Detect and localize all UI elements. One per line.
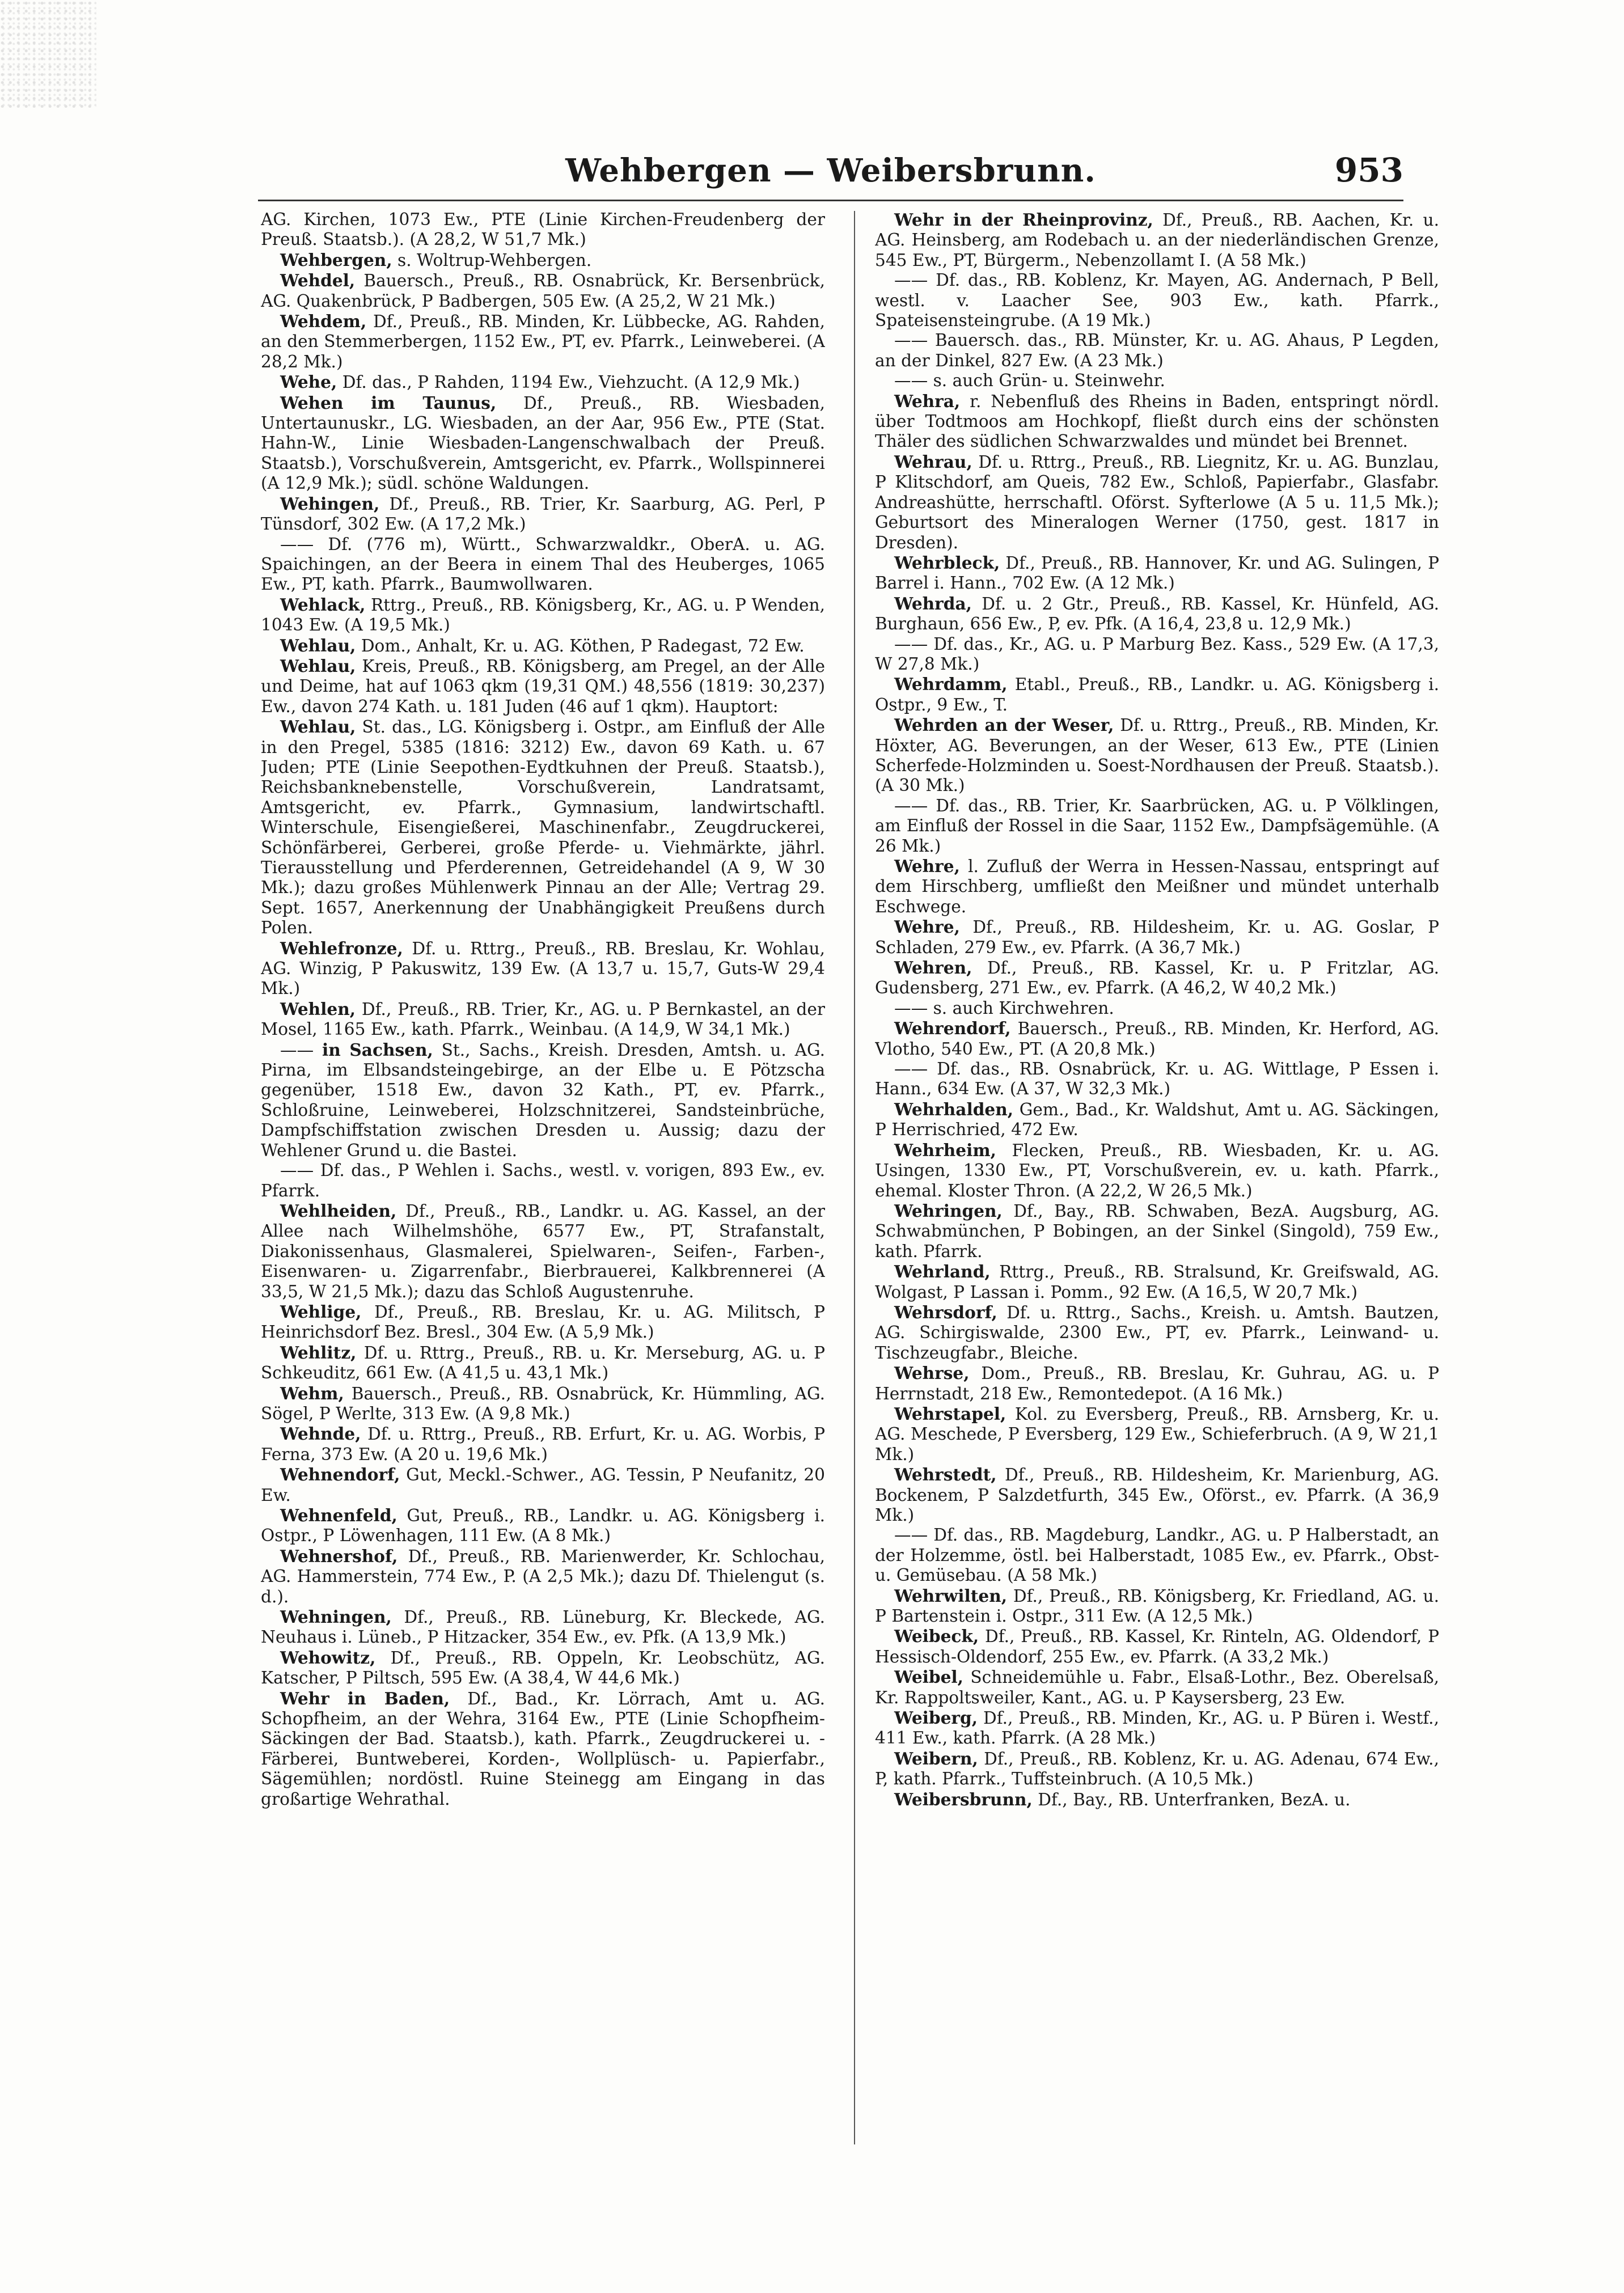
entry-text: Df. das., RB. Trier, Kr. Saarbrücken, AG. u. P Völklingen, am Einfluß der Rossel in die Saar, 1152 Ew., Dampfsägemühle. (A 26 Mk.)	[875, 796, 1439, 856]
entry-text: Df. (776 m), Württ., Schwarzwaldkr., OberA. u. AG. Spaichingen, an der Beera in einem Thal des Heuberges, 1065 Ew., PT, kath. Pfarrk., Baumwollwaren.	[261, 534, 825, 594]
entry-headword: Wehdem,	[280, 311, 367, 332]
entry-text: r. Nebenfluß des Rheins in Baden, entspringt nördl. über Todtmoos am Hochkopf, fließt durch eins der schönsten Thäler des südlichen Schwarzwaldes und mündet bei Brennet.	[875, 391, 1439, 451]
entry-text: Df., Preuß., RB. Trier, Kr. Saarburg, AG. Perl, P Tünsdorf, 302 Ew. (A 17,2 Mk.)	[261, 494, 825, 534]
entry-headword: Wehra,	[894, 391, 961, 411]
entry-headword: Weibern,	[894, 1748, 978, 1769]
entry-text: Df. u. 2 Gtr., Preuß., RB. Kassel, Kr. Hünfeld, AG. Burghaun, 656 Ew., P, ev. Pfk. (A 16,4, 23,8 u. 12,9 Mk.)	[875, 594, 1439, 634]
gazetteer-entry	[875, 391, 1439, 452]
gazetteer-entry	[875, 1749, 1439, 1789]
gazetteer-entry	[875, 715, 1439, 796]
gazetteer-entry	[875, 1708, 1439, 1749]
entry-headword: Wehringen,	[894, 1200, 1003, 1221]
entry-text: Df. u. Rttrg., Sachs., Kreish. u. Amtsh. Bautzen, AG. Schirgiswalde, 2300 Ew., PT, ev. Pfarrk., Leinwand- u. Tischzeugfabr., Bleiche.	[875, 1302, 1439, 1363]
gazetteer-entry	[875, 553, 1439, 594]
entry-text: s. auch Kirchwehren.	[933, 998, 1114, 1018]
entry-text: Df. das., Kr., AG. u. P Marburg Bez. Kass., 529 Ew. (A 17,3, W 27,8 Mk.)	[875, 634, 1439, 674]
entry-headword: Wehrbleck,	[894, 552, 1000, 573]
entry-headword: Wehrstapel,	[894, 1403, 1006, 1424]
entry-text: Bauersch., Preuß., RB. Osnabrück, Kr. Bersenbrück, AG. Quakenbrück, P Badbergen, 505 Ew. (A 25,2, W 21 Mk.)	[261, 271, 825, 311]
entry-headword: Wehrau,	[894, 451, 972, 472]
running-title: Wehbergen — Weibersbrunn.	[565, 152, 1096, 189]
entry-text: Rttrg., Preuß., RB. Königsberg, Kr., AG. u. P Wenden, 1043 Ew. (A 19,5 Mk.)	[261, 595, 825, 635]
entry-headword: Wehningen,	[280, 1607, 392, 1627]
entry-text: Gut, Meckl.-Schwer., AG. Tessin, P Neufanitz, 20 Ew.	[261, 1465, 825, 1505]
gazetteer-entry	[261, 1648, 825, 1689]
entry-headword: Wehr in Baden,	[280, 1688, 450, 1708]
entry-text: Rttrg., Preuß., RB. Stralsund, Kr. Greifswald, AG. Wolgast, P Lassan i. Pomm., 92 Ew. (A 16,5, W 20,7 Mk.)	[875, 1262, 1439, 1302]
repeat-dash: ——	[894, 371, 933, 391]
gazetteer-entry	[875, 1059, 1439, 1099]
gazetteer-entry	[875, 999, 1439, 1018]
entry-headword: Wehrwilten,	[894, 1585, 1008, 1606]
entry-headword: Wehlau,	[280, 717, 356, 737]
entry-headword: Wehingen,	[280, 493, 380, 514]
gazetteer-entry	[261, 1505, 825, 1546]
entry-text: s. auch Grün- u. Steinwehr.	[933, 371, 1165, 391]
entry-text: Df. das., P Rahden, 1194 Ew., Viehzucht. (A 12,9 Mk.)	[337, 373, 800, 392]
gazetteer-entry	[261, 1384, 825, 1424]
gazetteer-entry	[261, 717, 825, 938]
entry-headword: Wehowitz,	[280, 1647, 376, 1668]
entry-text: Kol. zu Eversberg, Preuß., RB. Arnsberg, Kr. u. AG. Meschede, P Eversberg, 129 Ew., Schieferbruch. (A 9, W 21,1 Mk.)	[875, 1404, 1439, 1464]
repeat-dash: ——	[894, 331, 935, 350]
entry-text: Schneidemühle u. Fabr., Elsaß-Lothr., Bez. Oberelsaß, Kr. Rappoltsweiler, Kant., AG. u. P Kaysersberg, 23 Ew.	[875, 1668, 1439, 1707]
gazetteer-entry	[261, 1465, 825, 1505]
entry-headword: Wehm,	[280, 1383, 344, 1403]
repeat-dash: ——	[894, 998, 933, 1018]
gazetteer-entry	[875, 1099, 1439, 1140]
entry-text: Df., Preuß., RB. Minden, Kr. Lübbecke, AG. Rahden, an den Stemmerbergen, 1152 Ew., PT, ev. Pfarrk., Leinweberei. (A 28,2 Mk.)	[261, 312, 825, 371]
gazetteer-entry	[261, 656, 825, 717]
column-divider	[854, 211, 855, 2144]
page-header	[258, 152, 1403, 197]
entry-headword: Wehlau,	[280, 635, 356, 655]
entry-text: Df., Preuß., RB. Koblenz, Kr. u. AG. Adenau, 674 Ew., P, kath. Pfarrk., Tuffsteinbruch. (A 10,5 Mk.)	[875, 1749, 1439, 1789]
entry-text: Df., Bay., RB. Unterfranken, BezA. u.	[1032, 1789, 1351, 1809]
gazetteer-entry	[875, 594, 1439, 634]
entry-text: Df., Preuß., RB. Minden, Kr., AG. u. P Büren i. Westf., 411 Ew., kath. Pfarrk. (A 28 Mk.)	[875, 1708, 1439, 1748]
entry-text: Df., Preuß., RB., Landkr. u. AG. Kassel, an der Allee nach Wilhelmshöhe, 6577 Ew., PT, Strafanstalt, Diakonissenhaus, Glasmalerei, Spielwaren-, Seifen-, Farben-, Eisenwaren- u. Zigarrenfabr., Bierbrauerei, Kalkbrennerei (A 33,5, W 21,5 Mk.); dazu das Schloß Augustenruhe.	[261, 1201, 825, 1301]
header-rule	[258, 200, 1403, 201]
gazetteer-entry	[875, 1201, 1439, 1262]
gazetteer-entry	[875, 1140, 1439, 1201]
entry-text: Df., Bay., RB. Schwaben, BezA. Augsburg, AG. Schwabmünchen, P Bobingen, an der Sinkel (Singold), 759 Ew., kath. Pfarrk.	[875, 1201, 1439, 1261]
entry-text: s. Woltrup-Wehbergen.	[392, 250, 592, 270]
entry-headword: Weibel,	[894, 1667, 963, 1687]
gazetteer-entry	[875, 1586, 1439, 1627]
gazetteer-entry	[261, 210, 825, 250]
gazetteer-entry	[261, 311, 825, 372]
entry-text: Df., Preuß., RB. Kassel, Kr. Rinteln, AG. Oldendorf, P Hessisch-Oldendorf, 255 Ew., ev. Pfarrk. (A 33,2 Mk.)	[875, 1627, 1439, 1666]
entry-text: St. das., LG. Königsberg i. Ostpr., am Einfluß der Alle in den Pregel, 5385 (1816: 3212) Ew., davon 69 Kath. u. 67 Juden; PTE (Linie Seepothen-Eydtkuhnen der Preuß. Staatsb.), Reichsbanknebenstelle, Vorschußverein, Landratsamt, Amtsgericht, ev. Pfarrk., Gymnasium, landwirtschaftl. Winterschule, Eisengießerei, Maschinenfabr., Zeugdruckerei, Schönfärberei, Gerberei, große Pferde- u. Viehmärkte, jährl. Tierausstellung und Pferderennen, Getreidehandel (A 9, W 30 Mk.); dazu großes Mühlenwerk Pinnau an der Alle; Vertrag 29. Sept. 1657, Anerkennung der Unabhängigkeit Preußens durch Polen.	[261, 717, 825, 938]
entry-headword: Wehbergen,	[280, 249, 392, 270]
gazetteer-entry	[875, 1789, 1439, 1810]
entry-headword: Wehnendorf,	[280, 1465, 400, 1485]
repeat-dash: ——	[894, 634, 934, 654]
entry-text: Dom., Preuß., RB. Breslau, Kr. Guhrau, AG. u. P Herrnstadt, 218 Ew., Remontedepot. (A 16 Mk.)	[875, 1364, 1439, 1403]
repeat-dash: ——	[280, 1161, 320, 1181]
entry-headword: Wehre,	[894, 917, 960, 937]
entry-text: Df. das., RB. Koblenz, Kr. Mayen, AG. Andernach, P Bell, westl. v. Laacher See, 903 Ew., kath. Pfarrk., Spateisensteingrube. (A 19 Mk.)	[875, 270, 1439, 331]
entry-text: Df., Preuß., RB. Oppeln, Kr. Leobschütz, AG. Katscher, P Piltsch, 595 Ew. (A 38,4, W 44,6 Mk.)	[261, 1648, 825, 1688]
entry-text: Bauersch., Preuß., RB. Minden, Kr. Herford, AG. Vlotho, 540 Ew., PT. (A 20,8 Mk.)	[875, 1019, 1439, 1059]
entry-headword: Wehr in der Rheinprovinz,	[894, 210, 1153, 230]
gazetteer-entry	[875, 1404, 1439, 1465]
gazetteer-entry	[261, 270, 825, 311]
gazetteer-entry	[875, 1363, 1439, 1404]
gazetteer-entry	[875, 1525, 1439, 1585]
gazetteer-entry	[261, 1302, 825, 1343]
gazetteer-entry	[261, 1607, 825, 1648]
entry-headword: Weibersbrunn,	[894, 1789, 1033, 1809]
entry-headword: Wehlheiden,	[280, 1200, 397, 1221]
entry-text: Df. das., P Wehlen i. Sachs., westl. v. vorigen, 893 Ew., ev. Pfarrk.	[261, 1161, 825, 1200]
page-number: 953	[1334, 151, 1403, 189]
entry-text: Df., Preuß., RB. Hildesheim, Kr. Marienburg, AG. Bockenem, P Salzdetfurth, 345 Ew., Oförst., ev. Pfarrk. (A 36,9 Mk.)	[875, 1465, 1439, 1525]
entry-headword: Wehnenfeld,	[280, 1505, 397, 1525]
entry-headword: Wehren,	[894, 958, 972, 978]
entry-text: Df., Preuß., RB. Wiesbaden, Untertaunuskr., LG. Wiesbaden, an der Aar, 956 Ew., PTE (Stat. Hahn-W., Linie Wiesbaden-Langenschwalbach der Preuß. Staatsb.), Vorschußverein, Amtsgericht, ev. Pfarrk., Wollspinnerei (A 12,9 Mk.); südl. schöne Waldungen.	[261, 393, 825, 493]
gazetteer-entry	[875, 452, 1439, 553]
gazetteer-entry	[261, 535, 825, 595]
entry-text: AG. Kirchen, 1073 Ew., PTE (Linie Kirchen-Freudenberg der Preuß. Staatsb.). (A 28,2, W 51,7 Mk.)	[261, 210, 825, 249]
entry-headword: Wehrheim,	[894, 1140, 996, 1160]
repeat-dash: ——	[894, 1525, 934, 1545]
entry-text: Dom., Anhalt, Kr. u. AG. Köthen, P Radegast, 72 Ew.	[356, 636, 805, 655]
entry-text: Gut, Preuß., RB., Landkr. u. AG. Königsberg i. Ostpr., P Löwenhagen, 111 Ew. (A 8 Mk.)	[261, 1506, 825, 1546]
gazetteer-entry	[261, 1546, 825, 1607]
gazetteer-entry	[875, 634, 1439, 675]
gazetteer-entry	[261, 636, 825, 656]
entry-subheadword: in Sachsen,	[322, 1039, 433, 1060]
entry-headword: Wehlitz,	[280, 1342, 357, 1363]
entry-headword: Wehrsdorf,	[894, 1302, 997, 1322]
entry-text: Etabl., Preuß., RB., Landkr. u. AG. Königsberg i. Ostpr., 9 Ew., T.	[875, 675, 1439, 714]
right-column	[875, 210, 1439, 2172]
entry-headword: Wehlau,	[280, 655, 356, 676]
gazetteer-entry	[261, 1343, 825, 1384]
entry-headword: Wehrden an der Weser,	[894, 715, 1114, 735]
entry-headword: Wehlack,	[280, 594, 366, 615]
entry-headword: Wehen im Taunus,	[280, 392, 497, 413]
entry-headword: Wehrdamm,	[894, 674, 1008, 695]
entry-text: Bauersch. das., RB. Münster, Kr. u. AG. Ahaus, P Legden, an der Dinkel, 827 Ew. (A 23 Mk.)	[875, 331, 1439, 370]
gazetteer-entry	[875, 1262, 1439, 1302]
entry-headword: Wehrda,	[894, 593, 972, 614]
entry-text: Df., Preuß., RB. Trier, Kr., AG. u. P Bernkastel, an der Mosel, 1165 Ew., kath. Pfarrk., Weinbau. (A 14,9, W 34,1 Mk.)	[261, 999, 825, 1039]
entry-headword: Weibeck,	[894, 1626, 979, 1647]
entry-text: Df., Preuß., RB. Aachen, Kr. u. AG. Heinsberg, am Rodebach u. an der niederländischen Grenze, 545 Ew., PT, Bürgerm., Nebenzollamt I. (A 58 Mk.)	[875, 210, 1439, 270]
gazetteer-entry	[875, 917, 1439, 958]
entry-headword: Wehlefronze,	[280, 938, 403, 958]
gazetteer-entry	[261, 938, 825, 999]
gazetteer-entry	[261, 999, 825, 1040]
repeat-dash: ——	[280, 534, 328, 554]
gazetteer-entry	[875, 674, 1439, 715]
entry-text: Df. u. Rttrg., Preuß., RB. u. Kr. Merseburg, AG. u. P Schkeuditz, 661 Ew. (A 41,5 u. 43,1 Mk.)	[261, 1343, 825, 1383]
entry-headword: Wehrendorf,	[894, 1018, 1011, 1039]
entry-text: Bauersch., Preuß., RB. Osnabrück, Kr. Hümmling, AG. Sögel, P Werlte, 313 Ew. (A 9,8 Mk.)	[261, 1384, 825, 1423]
entry-text: Df., Preuß., RB. Breslau, Kr. u. AG. Militsch, P Heinrichsdorf Bez. Bresl., 304 Ew. (A 5,9 Mk.)	[261, 1302, 825, 1342]
entry-text: St., Sachs., Kreish. Dresden, Amtsh. u. AG. Pirna, im Elbsandsteingebirge, an der Elbe u. E Pötzscha gegenüber, 1518 Ew., davon 32 Kath., PT, ev. Pfarrk., Schloßruine, Leinweberei, Holzschnitzerei, Sandsteinbrüche, Dampfschiffstation zwischen Dresden u. Aussig; dazu der Wehlener Grund u. die Bastei.	[261, 1040, 825, 1160]
gazetteer-entry	[261, 1424, 825, 1465]
scan-artifact	[0, 0, 96, 108]
entry-text: Df., Preuß., RB. Marienwerder, Kr. Schlochau, AG. Hammerstein, 774 Ew., P. (A 2,5 Mk.); dazu Df. Thielengut (s. d.).	[261, 1546, 825, 1606]
entry-headword: Wehrstedt,	[894, 1465, 997, 1485]
repeat-dash: ——	[894, 1059, 937, 1079]
entry-text: Flecken, Preuß., RB. Wiesbaden, Kr. u. AG. Usingen, 1330 Ew., PT, Vorschußverein, ev. u. kath. Pfarrk., ehemal. Kloster Thron. (A 22,2, W 26,5 Mk.)	[875, 1140, 1439, 1200]
gazetteer-entry	[875, 210, 1439, 270]
gazetteer-entry	[261, 1161, 825, 1201]
entry-headword: Wehdel,	[280, 270, 356, 291]
gazetteer-entry	[875, 270, 1439, 331]
left-column	[261, 210, 825, 2172]
entry-headword: Wehrse,	[894, 1363, 970, 1384]
entry-headword: Wehlen,	[280, 999, 356, 1019]
gazetteer-entry	[261, 494, 825, 535]
gazetteer-entry	[875, 331, 1439, 371]
gazetteer-entry	[261, 393, 825, 494]
repeat-dash: ——	[894, 796, 936, 815]
entry-headword: Wehe,	[280, 372, 337, 392]
entry-text: Df., Preuß., RB. Lüneburg, Kr. Bleckede, AG. Neuhaus i. Lüneb., P Hitzacker, 354 Ew., ev. Pfk. (A 13,9 Mk.)	[261, 1607, 825, 1647]
gazetteer-entry	[261, 1201, 825, 1302]
entry-headword: Weiberg,	[894, 1708, 978, 1728]
gazetteer-entry	[875, 1626, 1439, 1667]
gazetteer-entry	[261, 595, 825, 636]
gazetteer-entry	[875, 371, 1439, 391]
gazetteer-entry	[875, 958, 1439, 999]
entry-headword: Wehnershof,	[280, 1546, 398, 1566]
entry-headword: Wehrhalden,	[894, 1099, 1014, 1119]
gazetteer-entry	[875, 1302, 1439, 1363]
gazetteer-entry	[875, 796, 1439, 856]
repeat-dash: ——	[280, 1040, 322, 1060]
entry-text: Df. u. Rttrg., Preuß., RB. Liegnitz, Kr. u. AG. Bunzlau, P Klitschdorf, am Queis, 782 Ew., Schloß, Papierfabr., Glasfabr. Andreashütte, herrschaftl. Oförst. Syfterlowe (A 5 u. 11,5 Mk.); Geburtsort des Mineralogen Werner (1750, gest. 1817 in Dresden).	[875, 452, 1439, 552]
entry-text: Df. u. Rttrg., Preuß., RB. Minden, Kr. Höxter, AG. Beverungen, an der Weser, 613 Ew., PTE (Linien Scherfede-Holzminden u. Soest-Nordhausen der Preuß. Staatsb.). (A 30 Mk.)	[875, 716, 1439, 796]
entry-text: Df. das., RB. Magdeburg, Landkr., AG. u. P Halberstadt, an der Holzemme, östl. bei Halberstadt, 1085 Ew., ev. Pfarrk., Obst- u. Gemüsebau. (A 58 Mk.)	[875, 1525, 1439, 1585]
repeat-dash: ——	[894, 270, 936, 290]
gazetteer-entry	[261, 372, 825, 392]
entry-headword: Wehnde,	[280, 1424, 361, 1444]
gazetteer-entry	[875, 1018, 1439, 1059]
entry-text: Df. das., RB. Osnabrück, Kr. u. AG. Wittlage, P Essen i. Hann., 634 Ew. (A 37, W 32,3 Mk.)	[875, 1059, 1439, 1099]
gazetteer-entry	[261, 1689, 825, 1809]
entry-headword: Wehlige,	[280, 1301, 362, 1322]
gazetteer-entry	[875, 1667, 1439, 1708]
entry-headword: Wehre,	[894, 856, 960, 876]
gazetteer-entry	[261, 250, 825, 270]
entry-text: Gem., Bad., Kr. Waldshut, Amt u. AG. Säckingen, P Herrischried, 472 Ew.	[875, 1099, 1439, 1140]
entry-text: l. Zufluß der Werra in Hessen-Nassau, entspringt auf dem Hirschberg, umfließt den Meißner und mündet unterhalb Eschwege.	[875, 857, 1439, 916]
entry-text: Df., Preuß., RB. Hildesheim, Kr. u. AG. Goslar, P Schladen, 279 Ew., ev. Pfarrk. (A 36,7 Mk.)	[875, 917, 1439, 957]
entry-text: Df., Preuß., RB. Königsberg, Kr. Friedland, AG. u. P Bartenstein i. Ostpr., 311 Ew. (A 12,5 Mk.)	[875, 1586, 1439, 1626]
entry-headword: Wehrland,	[894, 1262, 991, 1282]
entry-text: Df. u. Rttrg., Preuß., RB. Breslau, Kr. Wohlau, AG. Winzig, P Pakuswitz, 139 Ew. (A 13,7 u. 15,7, Guts-W 29,4 Mk.)	[261, 938, 825, 999]
entry-text: Kreis, Preuß., RB. Königsberg, am Pregel, an der Alle und Deime, hat auf 1063 qkm (19,31 QM.) 48,556 (1819: 30,237) Ew., davon 274 Kath. u. 181 Juden (46 auf 1 qkm). Hauptort:	[261, 656, 825, 716]
gazetteer-entry	[261, 1040, 825, 1161]
entry-text: Df. u. Rttrg., Preuß., RB. Erfurt, Kr. u. AG. Worbis, P Ferna, 373 Ew. (A 20 u. 19,6 Mk.)	[261, 1424, 825, 1464]
entry-text: Df., Preuß., RB. Kassel, Kr. u. P Fritzlar, AG. Gudensberg, 271 Ew., ev. Pfarrk. (A 46,2, W 40,2 Mk.)	[875, 958, 1439, 998]
entry-text: Df., Preuß., RB. Hannover, Kr. und AG. Sulingen, P Barrel i. Hann., 702 Ew. (A 12 Mk.)	[875, 553, 1439, 593]
gazetteer-entry	[875, 856, 1439, 917]
entry-text: Df., Bad., Kr. Lörrach, Amt u. AG. Schopfheim, an der Wehra, 3164 Ew., PTE (Linie Schopfheim-Säckingen der Bad. Staatsb.), kath. Pfarrk., Zeugdruckerei u. -Färberei, Buntweberei, Korden-, Wollplüsch- u. Papierfabr., Sägemühlen; nordöstl. Ruine Steinegg am Eingang in das großartige Wehrathal.	[261, 1689, 825, 1809]
gazetteer-entry	[875, 1465, 1439, 1525]
